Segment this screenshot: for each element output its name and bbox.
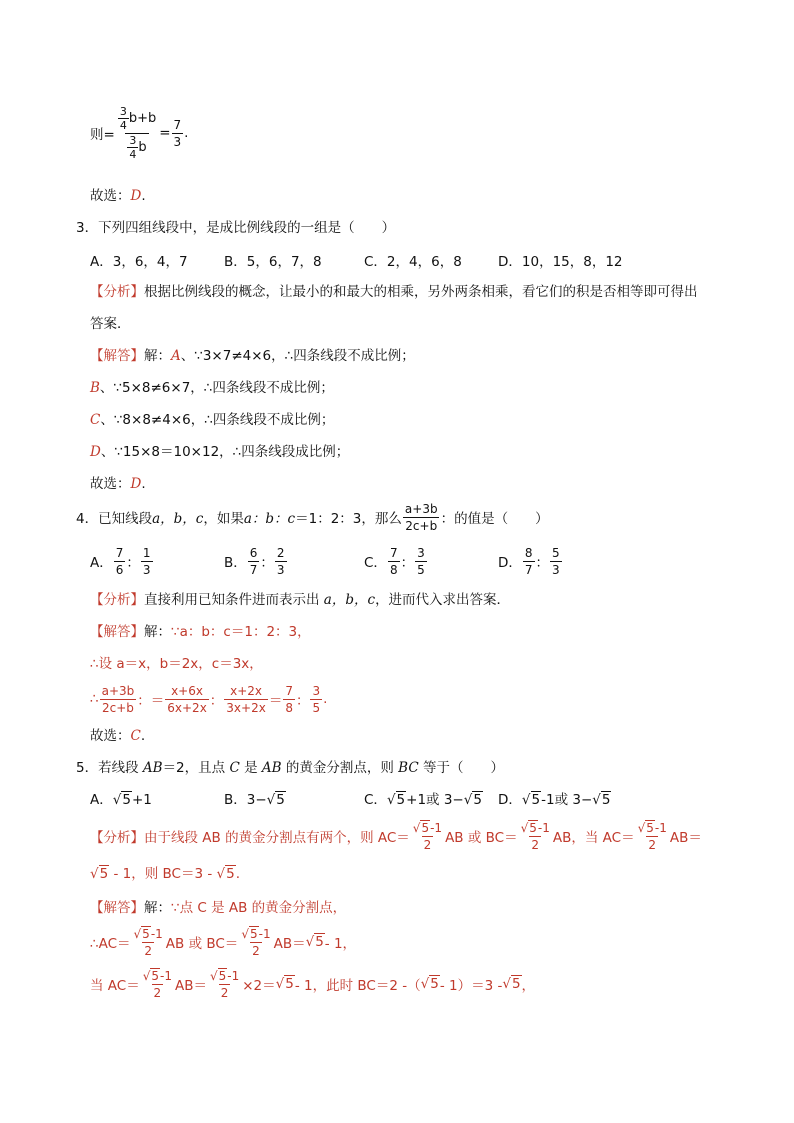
q4-solution-1: 【解答】解：∵a：b：c＝1：2：3， xyxy=(90,624,311,640)
q4-solution-3: ∴ $\frac{a+3b}{2c+b}$ ：＝ $\frac{x+6x}{6x+2x}$ ： $\frac{x+2x}{3x+2x}$ ＝ $\frac{7}{8}$ ： $\frac{3}{5}$ . xyxy=(90,683,328,715)
q3-option-b: B．5，6，7，8 xyxy=(224,254,322,270)
q5-option-b: B．3−√5 xyxy=(224,792,285,808)
q4-stem: 4．已知线段 a，b，c ，如果 a：b：c ＝1：2：3，那么 $\frac{a+3b}{2c+b}$ ：的值是（ ） xyxy=(76,501,549,533)
q3-option-d: D．10，15，8，12 xyxy=(498,254,623,270)
q2-answer: 故选：D. xyxy=(90,188,146,204)
q3-solution-b: B、∵5×8≠6×7，∴四条线段不成比例； xyxy=(90,380,334,396)
q2-result-fraction: $\frac{7}{3}$ xyxy=(173,117,182,149)
q4-stem-fraction: $\frac{a+3b}{2c+b}$ xyxy=(404,501,438,533)
q5-option-c: C．√5+1或 3−√5 xyxy=(364,792,482,808)
q3-answer: 故选：D. xyxy=(90,476,146,492)
q3-solution-c: C、∵8×8≠4×6，∴四条线段不成比例； xyxy=(90,412,335,428)
q4-solution-2: ∴设 a＝x，b＝2x，c＝3x， xyxy=(90,656,263,672)
q5-analysis-cont: √5 - 1，则 BC＝3 - √5. xyxy=(90,866,241,882)
q3-analysis-cont: 答案． xyxy=(90,316,131,332)
q3-stem: 3．下列四组线段中，是成比例线段的一组是（ ） xyxy=(76,220,396,236)
q2-fraction-three-quarters-a: 3 4 xyxy=(119,104,127,132)
q4-option-d: D． $\frac{8}{7}$ ： $\frac{5}{3}$ xyxy=(498,545,560,577)
q5-analysis: 【分析】 由于线段 AB 的黄金分割点有两个，则 AC＝ $\frac{√5-1}{2}$ AB 或 BC＝ $\frac{√5-1}{2}$ AB，当 AC＝ $\frac{√5-1}{2}$ AB＝ xyxy=(90,820,702,852)
q5-option-d: D．√5-1或 3−√5 xyxy=(498,792,611,808)
q5-solution-2: ∴AC＝ $\frac{√5-1}{2}$ AB 或 BC＝ $\frac{√5-1}{2}$ AB＝ √5 - 1， xyxy=(90,926,357,958)
q2-prefix: 则= xyxy=(90,127,115,143)
q4-answer: 故选：C. xyxy=(90,728,146,744)
q2-big-fraction: 3 4 b+b 3 4 b xyxy=(119,104,157,161)
q4-analysis: 【分析】直接利用已知条件进而表示出 a，b，c，进而代入求出答案． xyxy=(90,592,511,608)
q5-solution-3: 当 AC＝ $\frac{√5-1}{2}$ AB＝ $\frac{√5-1}{2}$ ×2＝ √5 - 1，此时 BC＝2 -（ √5 - 1）＝3 - √5 ， xyxy=(90,968,536,1000)
q4-option-c: C． $\frac{7}{8}$ ： $\frac{3}{5}$ xyxy=(364,545,425,577)
q3-option-c: C．2，4，6，8 xyxy=(364,254,462,270)
q2-fraction-three-quarters-b: 3 4 xyxy=(129,133,137,161)
q5-stem: 5．若线段 AB＝2，且点 C 是 AB 的黄金分割点，则 BC 等于（ ） xyxy=(76,760,504,776)
q5-solution-1: 【解答】解：∵点 C 是 AB 的黄金分割点， xyxy=(90,900,347,916)
q3-analysis: 【分析】根据比例线段的概念，让最小的和最大的相乘，另外两条相乘，看它们的积是否相等即可得出 xyxy=(90,284,698,300)
q5-option-a: A．√5+1 xyxy=(90,792,152,808)
q3-option-a: A．3，6，4，7 xyxy=(90,254,188,270)
q4-option-a: A． $\frac{7}{6}$ ： $\frac{1}{3}$ xyxy=(90,545,151,577)
q3-solution-a: 【解答】解：A、∵3×7≠4×6，∴四条线段不成比例； xyxy=(90,348,415,364)
q2-result-formula: 则= 3 4 b+b 3 4 b = $\frac{7}{3}$ . xyxy=(90,104,189,161)
q3-solution-d: D、∵15×8＝10×12，∴四条线段成比例； xyxy=(90,444,350,460)
q4-option-b: B． $\frac{6}{7}$ ： $\frac{2}{3}$ xyxy=(224,545,285,577)
